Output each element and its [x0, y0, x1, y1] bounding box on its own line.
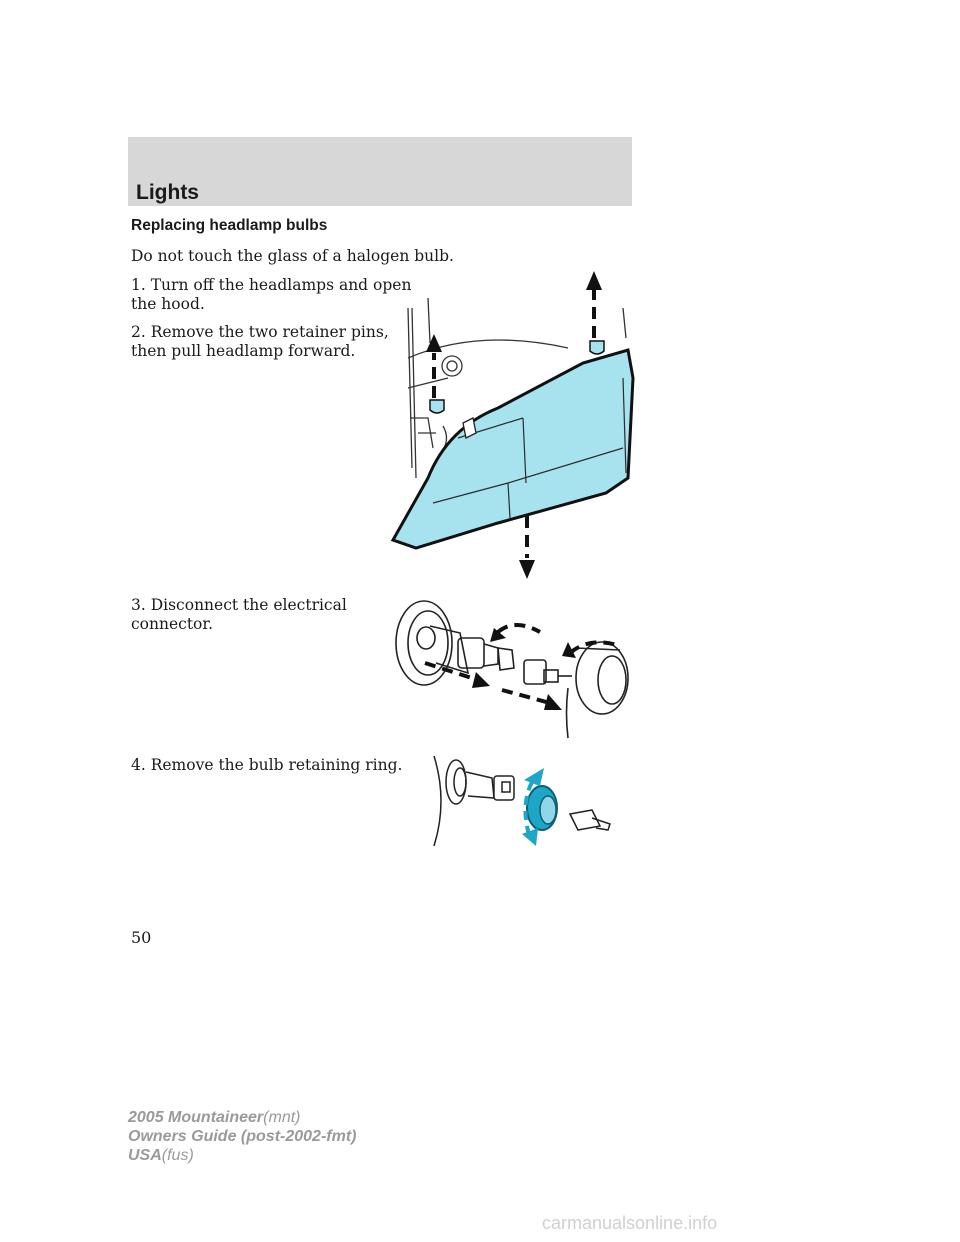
headlamp-lens: [393, 350, 633, 548]
step-1: 1. Turn off the headlamps and open the hood.: [131, 276, 412, 313]
header-band: [128, 137, 632, 206]
page-title: Lights: [136, 181, 199, 204]
step-4: 4. Remove the bulb retaining ring.: [131, 756, 403, 774]
page-number: 50: [131, 928, 152, 947]
retaining-ring-illustration: [428, 756, 618, 848]
footer-guide: Owners Guide (post-2002-fmt): [128, 1128, 357, 1145]
section-title: Replacing headlamp bulbs: [131, 217, 328, 234]
connector-illustration: [390, 598, 640, 740]
footer-model: 2005 Mountaineer: [128, 1109, 264, 1126]
step-2: 2. Remove the two retainer pins, then pull headlamp forward.: [131, 323, 389, 360]
step-3: 3. Disconnect the electrical connector.: [131, 596, 347, 633]
footer: [128, 1108, 356, 1165]
intro-text: Do not touch the glass of a halogen bulb.: [131, 247, 454, 265]
headlamp-removal-illustration: [388, 268, 638, 583]
watermark: carmanualsonline.info: [542, 1213, 718, 1233]
footer-region: USA: [128, 1147, 162, 1164]
footer-region-code: (fus): [161, 1147, 194, 1164]
footer-model-code: (mnt): [263, 1109, 301, 1126]
